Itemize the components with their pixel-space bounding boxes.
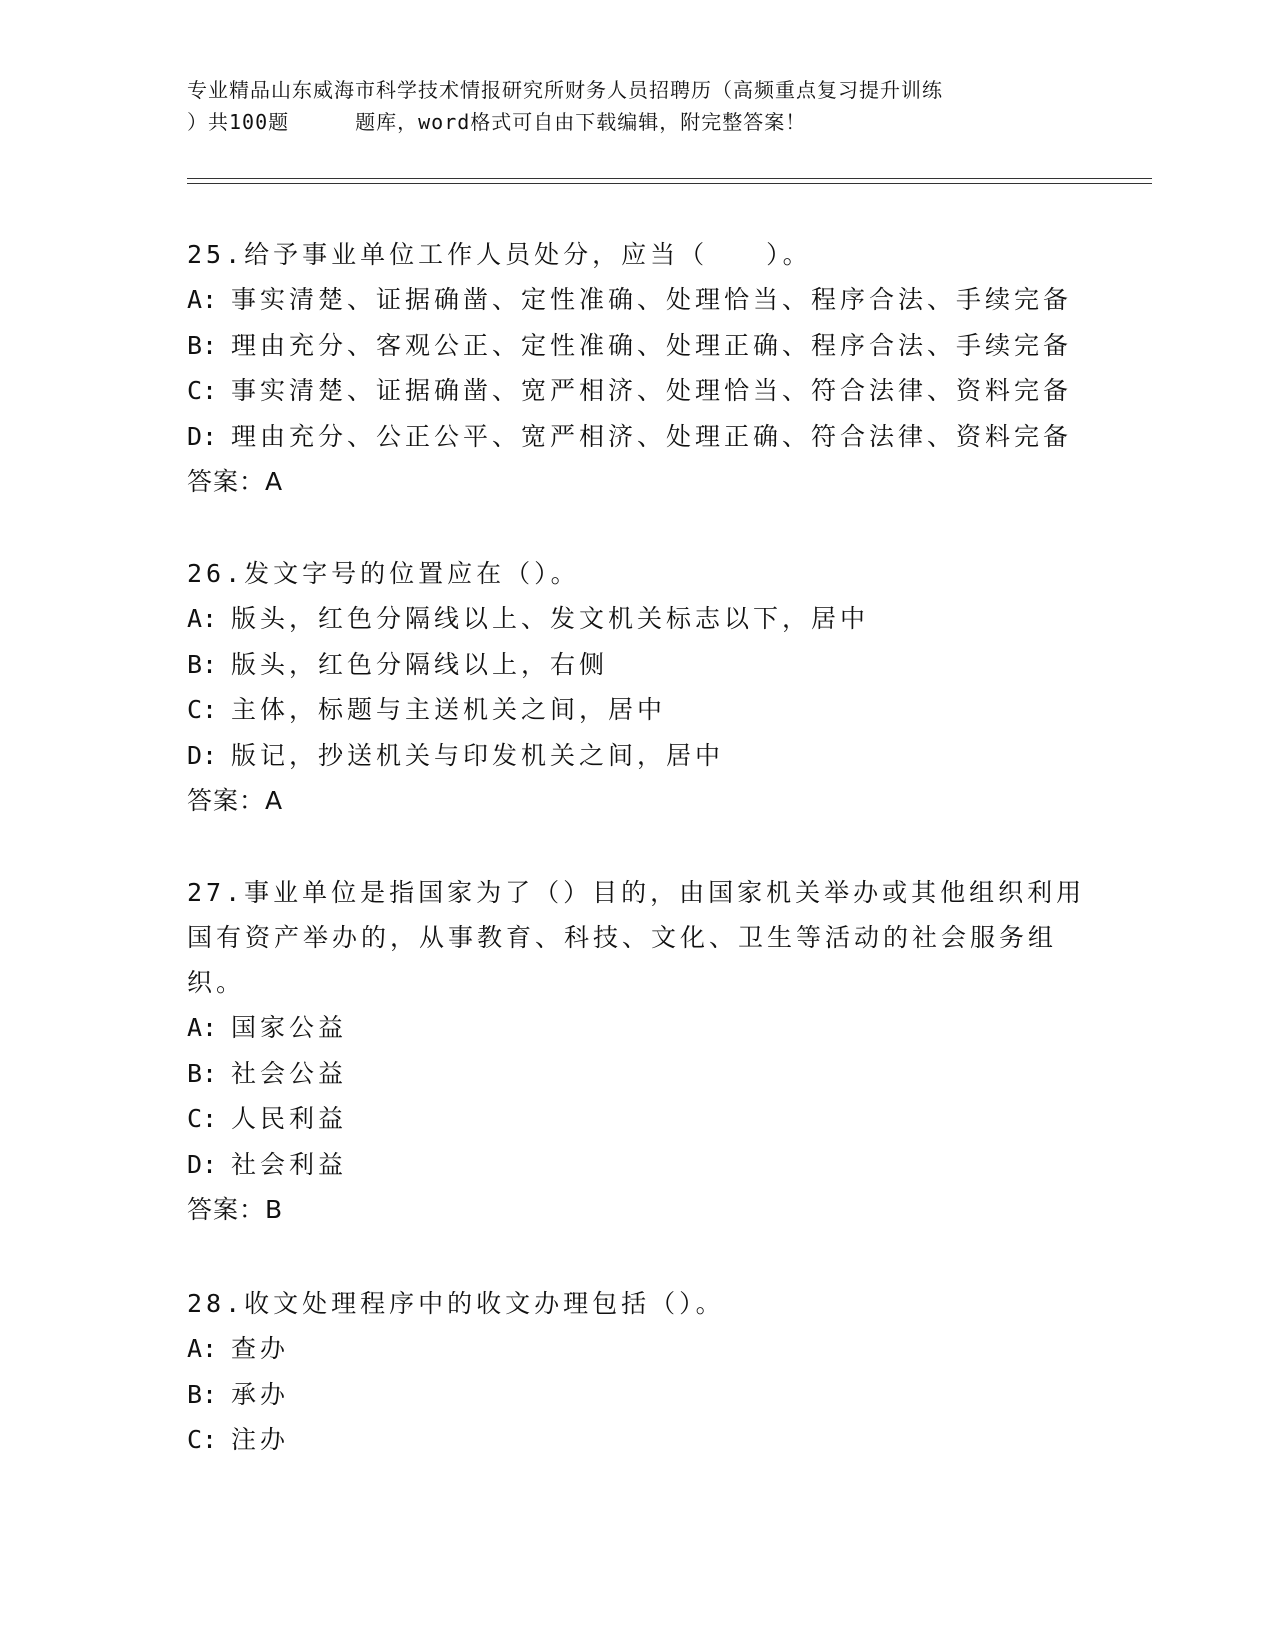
option-d xyxy=(187,733,1087,779)
option-c xyxy=(187,1417,1087,1463)
option-c xyxy=(187,368,1087,414)
answer-text: 答案：B xyxy=(187,1195,284,1224)
option-a xyxy=(187,596,1087,642)
option-key: B: xyxy=(187,330,218,360)
option-b xyxy=(187,1051,1087,1097)
option-text: 社会利益 xyxy=(231,1149,348,1179)
option-text: 人民利益 xyxy=(231,1104,348,1133)
option-key: B: xyxy=(187,1379,218,1409)
option-key: A: xyxy=(187,1334,218,1363)
header-line-2 xyxy=(187,106,1087,138)
option-text: 版头，红色分隔线以上、发文机关标志以下，居中 xyxy=(231,604,870,633)
option-b xyxy=(187,323,1087,369)
option-text: 事实清楚、证据确凿、定性准确、处理恰当、程序合法、手续完备 xyxy=(231,285,1073,314)
question-28 xyxy=(187,1281,1087,1463)
header-line-1: 专业精品山东威海市科学技术情报研究所财务人员招聘历（高频重点复习提升训练 xyxy=(187,78,943,102)
question-stem: 26.发文字号的位置应在（）。 xyxy=(187,559,580,588)
header-divider-bottom xyxy=(187,183,1152,184)
option-text: 理由充分、公正公平、宽严相济、处理正确、符合法律、资料完备 xyxy=(231,421,1073,451)
option-text: 事实清楚、证据确凿、宽严相济、处理恰当、符合法律、资料完备 xyxy=(231,376,1073,405)
option-b xyxy=(187,1372,1087,1418)
option-key: D: xyxy=(187,421,218,451)
option-key: C: xyxy=(187,1425,218,1454)
option-text: 理由充分、客观公正、定性准确、处理正确、程序合法、手续完备 xyxy=(231,330,1073,360)
option-a xyxy=(187,1326,1087,1372)
question-stem-line-2: 国有资产举办的，从事教育、科技、文化、卫生等活动的社会服务组 xyxy=(187,923,1058,952)
answer-text: 答案：A xyxy=(187,467,284,496)
option-key: A: xyxy=(187,604,218,633)
question-25 xyxy=(187,232,1087,504)
option-b xyxy=(187,642,1087,688)
question-26 xyxy=(187,551,1087,823)
question-stem-line-3: 织。 xyxy=(187,968,246,997)
question-stem-line-1: 27.事业单位是指国家为了（）目的，由国家机关举办或其他组织利用 xyxy=(187,878,1086,907)
option-text: 查办 xyxy=(231,1334,290,1363)
option-c xyxy=(187,1096,1087,1142)
option-key: A: xyxy=(187,285,218,314)
option-text: 注办 xyxy=(231,1425,290,1454)
question-stem: 28.收文处理程序中的收文办理包括（）。 xyxy=(187,1289,725,1318)
option-text: 版记，抄送机关与印发机关之间，居中 xyxy=(231,740,725,770)
header-divider-top xyxy=(187,178,1152,179)
option-d xyxy=(187,414,1087,460)
option-text: 主体，标题与主送机关之间，居中 xyxy=(231,695,667,724)
header-line-2-part-2: 题库，word格式可自由下载编辑，附完整答案！ xyxy=(355,110,807,134)
question-27 xyxy=(187,870,1087,1232)
option-key: B: xyxy=(187,649,218,679)
option-key: C: xyxy=(187,695,218,724)
option-key: C: xyxy=(187,1104,218,1133)
option-text: 国家公益 xyxy=(231,1013,348,1042)
option-text: 版头，红色分隔线以上，右侧 xyxy=(231,649,609,679)
option-text: 承办 xyxy=(231,1379,290,1409)
option-text: 社会公益 xyxy=(231,1058,348,1088)
answer-text: 答案：A xyxy=(187,786,284,815)
option-key: C: xyxy=(187,376,218,405)
header-line-2-part-1: ）共100题 xyxy=(187,110,290,134)
question-stem: 25.给予事业单位工作人员处分，应当（ ）。 xyxy=(187,240,812,269)
document-header xyxy=(187,74,1087,138)
option-key: A: xyxy=(187,1013,218,1042)
option-c xyxy=(187,687,1087,733)
option-key: D: xyxy=(187,740,218,770)
option-key: B: xyxy=(187,1058,218,1088)
option-key: D: xyxy=(187,1149,218,1179)
option-a xyxy=(187,277,1087,323)
option-d xyxy=(187,1142,1087,1188)
option-a xyxy=(187,1005,1087,1051)
